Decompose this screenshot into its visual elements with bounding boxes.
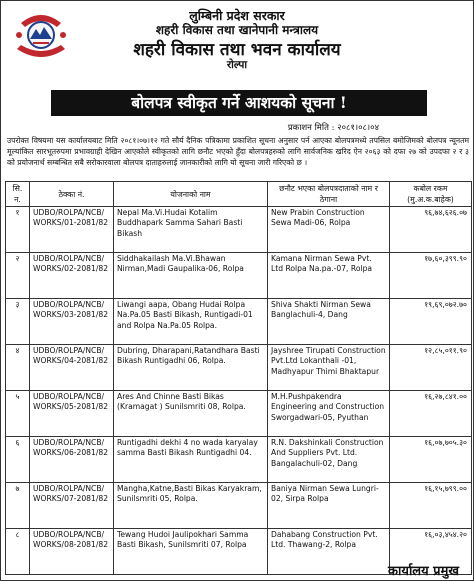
cell-amount: १७,६०,३९९.९०: [390, 253, 472, 299]
signature-office-chief: कार्यालय प्रमुख: [388, 564, 459, 579]
cell-sn: २: [6, 253, 30, 299]
notice-body: उपरोक्त विषयमा यस कार्यालयबाट मिति २०८१।०७।१२ गते सौर्य दैनिक पत्रिकामा प्रकाशित सूचना अनुसार पर्न आएका बोलपत्रमध्ये तपसिल बमोजिमको बोलपत्र न्यूनतम मूल्यांकित सारभूतरुपमा प्रभावग्राही देखिन आएकोले स्वीकृतको लागि छनौट भएको हुँदा बोलपत्रहरुको लागि सार्वजनिक खरिद ऐन २०६३ को दफा २७ को उपदफा २ र ३ को प्रयोजनार्थ सम्बन्धित सबै सरोकारवाला बोलपत्र दाताहरुलाई जानकारीको लागि यो सूचना जारी गरिएको छ ।: [7, 136, 469, 168]
cell-contract: UDBO/ROLPA/NCB/ WORKS/01-2081/82: [30, 207, 114, 253]
cell-project: Siddhakailash Ma.Vi.Bhawan Nirman,Madi Gaupalika-06, Rolpa: [114, 253, 268, 299]
cell-contract: UDBO/ROLPA/NCB/ WORKS/07-2081/82: [30, 483, 114, 529]
col-header-project: योजनाको नाम: [114, 182, 268, 207]
cell-bidder: Baniya Nirman Sewa Lungri-02, Sirpa Rolpa: [268, 483, 390, 529]
cell-sn: ४: [6, 345, 30, 391]
cell-project: Tewang Hudoi Jaulipokhari Samma Basti Bikash, Sunilsmriti 07, Rolpa: [114, 529, 268, 575]
cell-project: Nepal Ma.Vi.Hudai Kotalim Buddhapark Samma Sahari Basti Bikash: [114, 207, 268, 253]
province-name: लुम्बिनी प्रदेश सरकार: [189, 8, 285, 23]
table-row: [6, 345, 472, 391]
cell-bidder: New Prabin Construction Sewa Madi-06, Rolpa: [268, 207, 390, 253]
cell-project: Mangha,Katne,Basti Bikas Karyakram, Sunilsmriti 05, Rolpa.: [114, 483, 268, 529]
cell-project: Dubring, Dharapani,Ratandhara Basti Bikash Runtigadhi 06, Rolpa.: [114, 345, 268, 391]
cell-amount: १६,०३,४५४.२०: [390, 529, 472, 575]
table-row: [6, 483, 472, 529]
col-header-contract: ठेक्का नं.: [30, 182, 114, 207]
cell-bidder: Kamana Nirman Sewa Pvt. Ltd Rolpa Na.pa.-07, Rolpa: [268, 253, 390, 299]
table-row: [6, 391, 472, 437]
cell-bidder: Dahabang Construction Pvt. Ltd. Thawang-2, Rolpa: [268, 529, 390, 575]
cell-bidder: Shiva Shakti Nirman Sewa Banglachuli-4, Dang: [268, 299, 390, 345]
cell-contract: UDBO/ROLPA/NCB/ WORKS/02-2081/82: [30, 253, 114, 299]
table-header-row: [6, 182, 472, 207]
table-row: [6, 207, 472, 253]
col-header-amount: कबोल रकम (मु.अ.क.बाहेक): [390, 182, 472, 207]
district-name: रोल्पा: [226, 59, 248, 71]
cell-sn: ६: [6, 437, 30, 483]
col-header-sn: सि. न.: [6, 182, 30, 207]
cell-bidder: Jayshree Tirupati Construction Pvt.Ltd Lokanthali -01, Madhyapur Thimi Bhaktapur: [268, 345, 390, 391]
ministry-name: शहरी विकास तथा खानेपानी मन्त्रालय: [155, 23, 319, 37]
cell-contract: UDBO/ROLPA/NCB/ WORKS/04-2081/82: [30, 345, 114, 391]
table-row: [6, 253, 472, 299]
col-header-bidder: छनौट भएका बोलपत्रदाताको नाम र ठेगाना: [268, 182, 390, 207]
cell-sn: ७: [6, 483, 30, 529]
cell-amount: १६,१५,७९९.००: [390, 483, 472, 529]
office-name: शहरी विकास तथा भवन कार्यालय: [133, 40, 341, 60]
table-row: [6, 299, 472, 345]
cell-contract: UDBO/ROLPA/NCB/ WORKS/06-2081/82: [30, 437, 114, 483]
cell-bidder: R.N. Dakshinkali Construction And Suppliers Pvt. Ltd. Bangalachuli-02, Dang: [268, 437, 390, 483]
bid-table: [5, 181, 472, 575]
cell-contract: UDBO/ROLPA/NCB/ WORKS/08-2081/82: [30, 529, 114, 575]
cell-project: Liwangi aapa, Obang Hudai Rolpa Na.Pa.05 Basti Bikash, Runtigadi-01 and Rolpa Na.Pa.05 Rolpa.: [114, 299, 268, 345]
cell-contract: UDBO/ROLPA/NCB/ WORKS/03-2081/82: [30, 299, 114, 345]
cell-contract: UDBO/ROLPA/NCB/ WORKS/05-2081/82: [30, 391, 114, 437]
cell-bidder: M.H.Pushpakendra Engineering and Construction Sworgadwari-05, Pyuthan: [268, 391, 390, 437]
cell-project: Runtigadhi dekhi 4 no wada karyalay samma Basti Bikash Runtigadhi 04.: [114, 437, 268, 483]
publish-date: प्रकाशन मिति : २०८१।०८।०४: [287, 123, 379, 133]
cell-amount: १६,२७,८४१.००: [390, 391, 472, 437]
cell-sn: ८: [6, 529, 30, 575]
table-row: [6, 437, 472, 483]
cell-sn: ५: [6, 391, 30, 437]
cell-amount: ९६,७४,६२६.०७: [390, 207, 472, 253]
notice-title-banner: बोलपत्र स्वीकृत गर्ने आशयको सूचना !: [51, 90, 427, 116]
cell-amount: १२,८५,०११.९०: [390, 345, 472, 391]
cell-sn: ३: [6, 299, 30, 345]
cell-amount: १९,६९,०७२.७०: [390, 299, 472, 345]
cell-project: Ares And Chinne Basti Bikas (Kramagat ) Sunilsmriti 08, Rolpa.: [114, 391, 268, 437]
cell-sn: १: [6, 207, 30, 253]
cell-amount: १६,०७,७०५.३०: [390, 437, 472, 483]
